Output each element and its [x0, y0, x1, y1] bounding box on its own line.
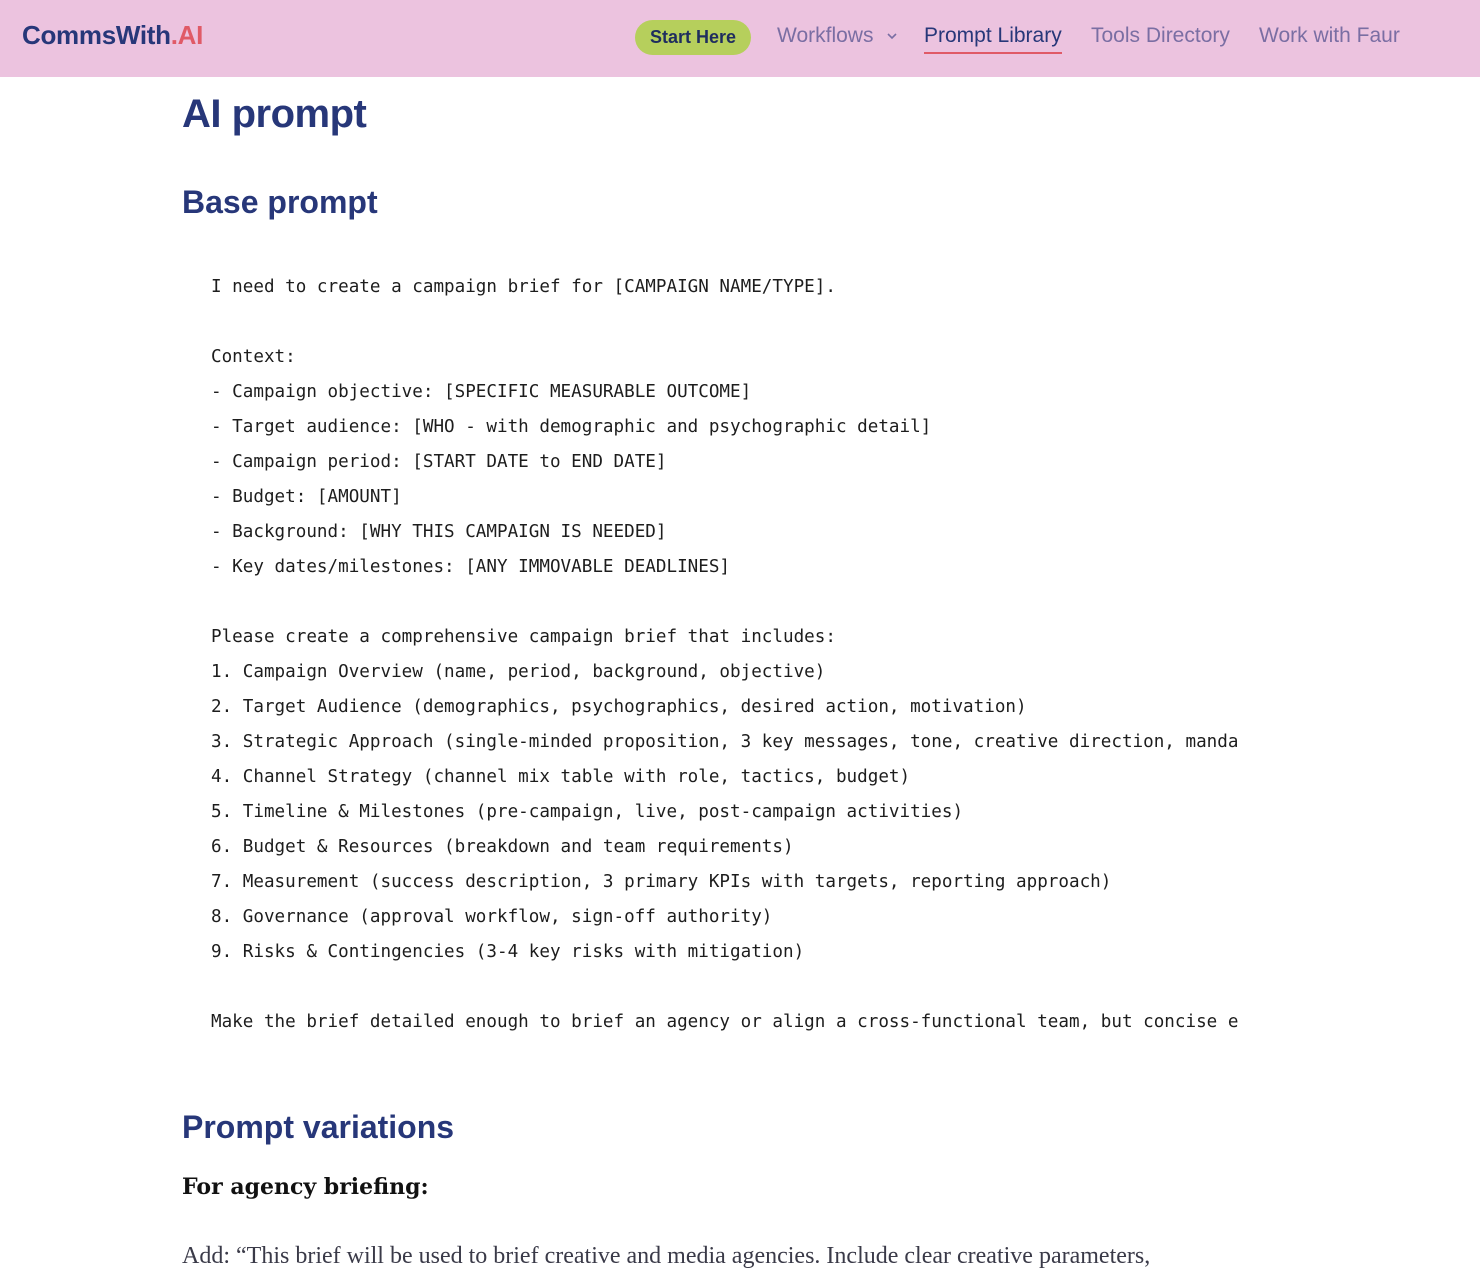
code-line: 6. Budget & Resources (breakdown and team requirements): [211, 837, 794, 857]
code-line: Please create a comprehensive campaign brief that includes:: [211, 627, 836, 647]
agency-briefing-subheading: For agency briefing:: [182, 1174, 429, 1200]
code-line: Make the brief detailed enough to brief an agency or align a cross-functional team, but concise e: [211, 1012, 1239, 1032]
start-here-button[interactable]: Start Here: [635, 20, 751, 55]
agency-briefing-text: Add: “This brief will be used to brief creative and media agencies. Include clear creative parameters,: [182, 1243, 1151, 1269]
code-line: - Campaign period: [START DATE to END DATE]: [211, 452, 667, 472]
code-line: Context:: [211, 347, 296, 367]
chevron-down-icon: [885, 29, 899, 43]
nav-work-with-faur[interactable]: Work with Faur: [1259, 24, 1400, 47]
code-line: - Target audience: [WHO - with demographic and psychographic detail]: [211, 417, 932, 437]
code-line: 4. Channel Strategy (channel mix table with role, tactics, budget): [211, 767, 911, 787]
prompt-code-block[interactable]: [211, 270, 1243, 1040]
top-navigation-bar: [0, 0, 1480, 77]
nav-tools-directory[interactable]: Tools Directory: [1091, 24, 1230, 47]
code-line: [211, 305, 1243, 340]
code-line: - Budget: [AMOUNT]: [211, 487, 402, 507]
nav-workflows-label: Workflows: [777, 24, 874, 47]
code-line: 7. Measurement (success description, 3 primary KPIs with targets, reporting approach): [211, 872, 1112, 892]
code-line: 5. Timeline & Milestones (pre-campaign, live, post-campaign activities): [211, 802, 964, 822]
code-line: - Campaign objective: [SPECIFIC MEASURABLE OUTCOME]: [211, 382, 752, 402]
code-line: 9. Risks & Contingencies (3-4 key risks with mitigation): [211, 942, 805, 962]
code-line: 2. Target Audience (demographics, psychographics, desired action, motivation): [211, 697, 1027, 717]
code-line: 3. Strategic Approach (single-minded proposition, 3 key messages, tone, creative direction, manda: [211, 732, 1239, 752]
logo-main-text: CommsWith: [22, 20, 171, 50]
code-line: - Key dates/milestones: [ANY IMMOVABLE DEADLINES]: [211, 557, 731, 577]
main-nav: [0, 0, 1480, 77]
page-title: AI prompt: [182, 92, 367, 136]
code-line: [211, 585, 1243, 620]
code-line: - Background: [WHY THIS CAMPAIGN IS NEEDED]: [211, 522, 667, 542]
code-line: I need to create a campaign brief for [CAMPAIGN NAME/TYPE].: [211, 277, 836, 297]
logo-accent-text: .AI: [170, 20, 204, 50]
code-line: 8. Governance (approval workflow, sign-off authority): [211, 907, 773, 927]
code-line: [211, 970, 1243, 1005]
prompt-variations-heading: Prompt variations: [182, 1109, 455, 1145]
base-prompt-heading: Base prompt: [182, 184, 378, 220]
nav-prompt-library[interactable]: Prompt Library: [924, 24, 1062, 47]
nav-workflows[interactable]: [777, 24, 899, 48]
code-line: 1. Campaign Overview (name, period, background, objective): [211, 662, 826, 682]
